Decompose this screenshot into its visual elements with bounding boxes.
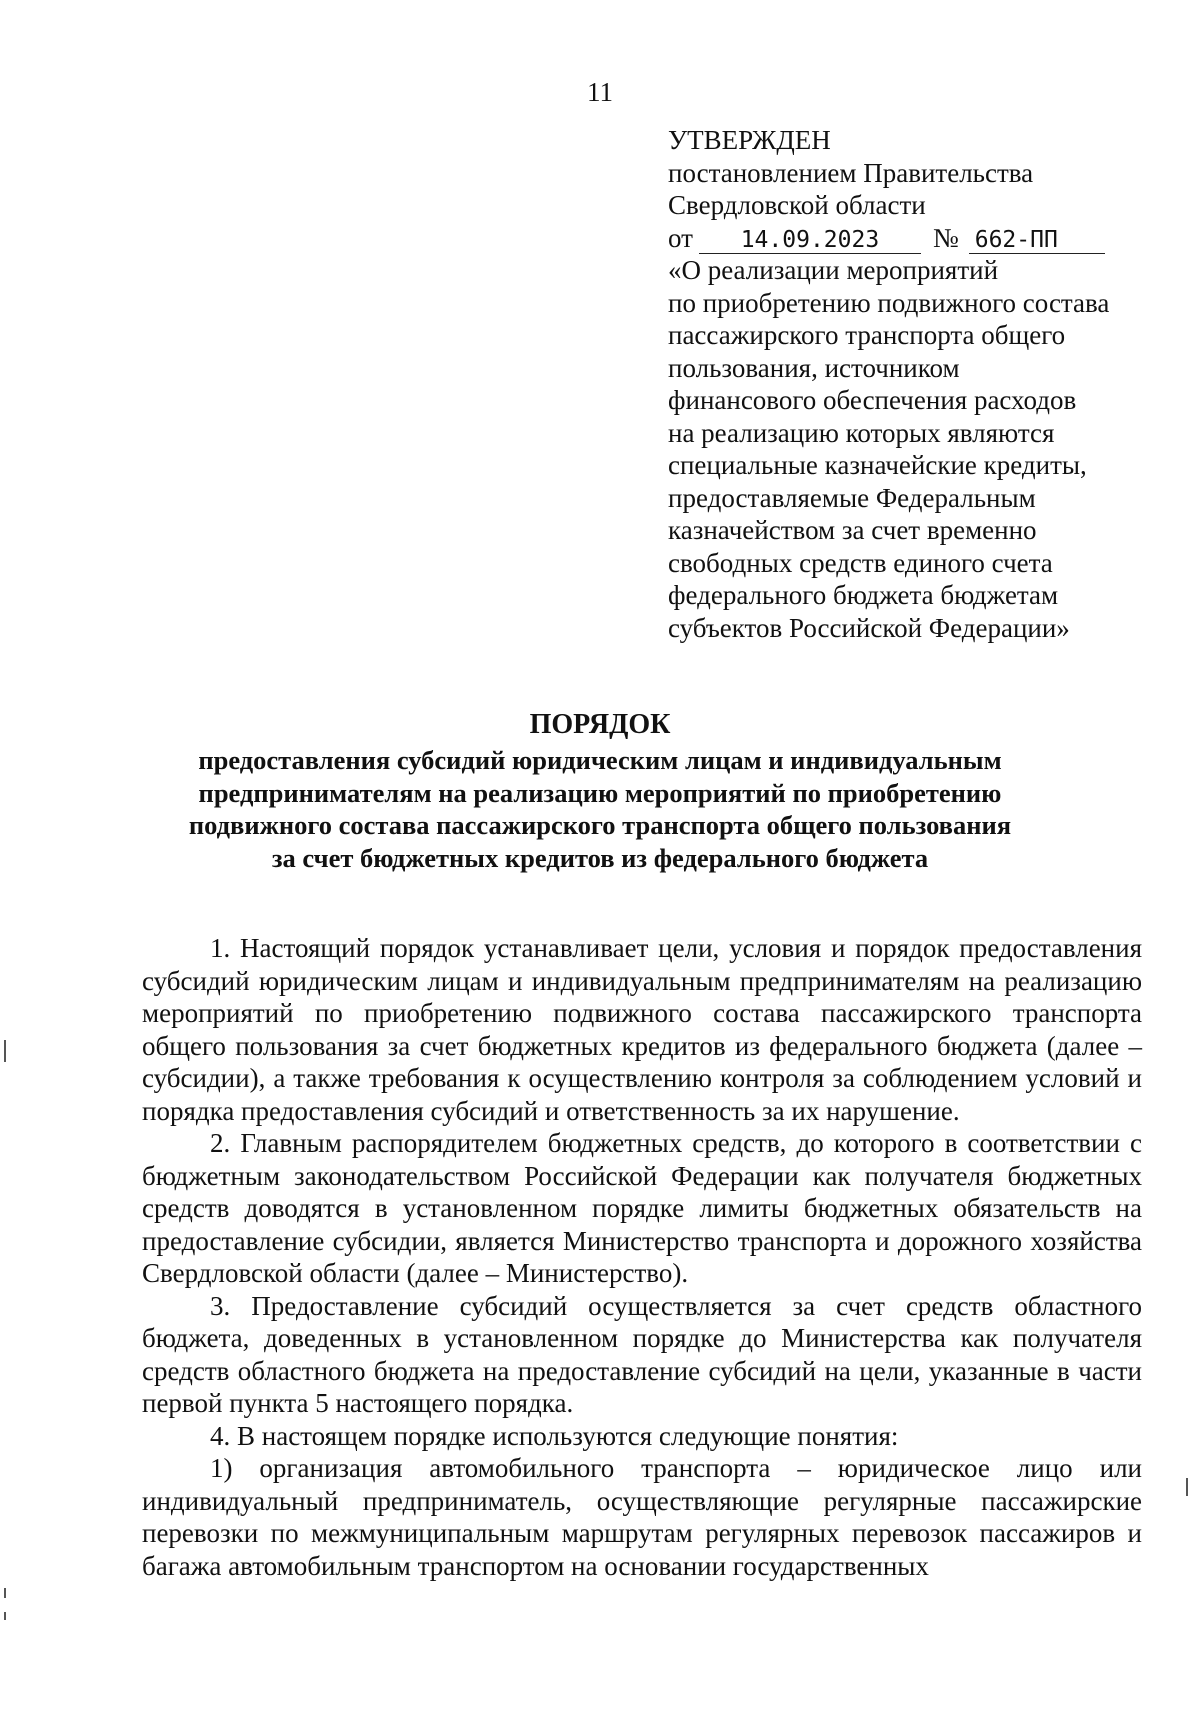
- resolution-title-line: пользования, источником: [668, 352, 960, 383]
- resolution-title-line: свободных средств единого счета: [668, 547, 1053, 578]
- approval-stamp: [668, 124, 1168, 644]
- title-sub-line: предпринимателям на реализацию мероприятий по приобретению: [198, 777, 1002, 808]
- resolution-title-line: финансового обеспечения расходов: [668, 385, 1077, 415]
- approval-line: постановлением Правительства: [668, 157, 1034, 188]
- approval-date-number-line: [668, 222, 1168, 255]
- paragraph-4-1: 1) организация автомобильного транспорта – юридическое лицо или индивидуальный предприниматель, осуществляющие регулярные пассажирские перевозки по межмуниципальным маршрутам регулярных перевозок пассажиров и багажа автомобильным транспортом на основании государственных: [142, 1453, 1142, 1581]
- resolution-title-line: предоставляемые Федеральным: [668, 482, 1036, 513]
- approval-heading: УТВЕРЖДЕН: [668, 125, 831, 155]
- number-sign: №: [932, 222, 959, 253]
- scan-artifact: [4, 1040, 6, 1062]
- paragraph-4: 4. В настоящем порядке используются следующие понятия:: [210, 1420, 899, 1451]
- resolution-title-line: субъектов Российской Федерации»: [668, 612, 1070, 643]
- page-number: 11: [587, 77, 613, 107]
- resolution-title-line: казначейством за счет временно: [668, 515, 1037, 545]
- scan-artifact: [4, 1588, 6, 1598]
- title-main: ПОРЯДОК: [529, 709, 671, 740]
- paragraph-1: 1. Настоящий порядок устанавливает цели, условия и порядок предоставления субсидий юридическим лицам и индивидуальным предпринимателям на реализацию мероприятий по приобретению подвижного состава пассажирского транспорта общего пользования за счет бюджетных кредитов из федерального бюджета (далее – субсидии), а также требования к осуществлению контроля за соблюдением условий и порядка предоставления субсидий и ответственность за их нарушение.: [142, 933, 1142, 1126]
- resolution-title-line: пассажирского транспорта общего: [668, 320, 1066, 350]
- document-title: [140, 708, 1060, 874]
- title-sub-line: за счет бюджетных кредитов из федерального бюджета: [271, 842, 929, 873]
- resolution-title-line: федерального бюджета бюджетам: [668, 580, 1059, 610]
- resolution-title-line: специальные казначейские кредиты,: [668, 450, 1087, 480]
- approval-line: Свердловской области: [668, 190, 926, 220]
- scan-artifact: [1186, 1478, 1188, 1496]
- resolution-title-line: на реализацию которых являются: [668, 417, 1055, 448]
- date-field: 14.09.2023: [699, 227, 921, 254]
- resolution-title-line: по приобретению подвижного состава: [668, 287, 1110, 318]
- number-field: 662-ПП: [969, 227, 1105, 254]
- resolution-title-line: «О реализации мероприятий: [668, 255, 999, 285]
- scan-artifact: [4, 1612, 6, 1620]
- paragraph-3: 3. Предоставление субсидий осуществляется за счет средств областного бюджета, доведенных в установленном порядке до Министерства как получателя средств областного бюджета на предоставление субсидий на цели, указанные в части первой пункта 5 настоящего порядка.: [142, 1290, 1142, 1418]
- title-sub-line: подвижного состава пассажирского транспорта общего пользования: [188, 810, 1012, 840]
- date-prefix: от: [668, 222, 693, 253]
- paragraph-2: 2. Главным распорядителем бюджетных средств, до которого в соответствии с бюджетным законодательством Российской Федерации как получателя бюджетных средств доводятся в установленном порядке лимиты бюджетных обязательств на предоставление субсидии, является Министерство транспорта и дорожного хозяйства Свердловской области (далее – Министерство).: [142, 1128, 1142, 1288]
- document-body: [142, 932, 1142, 1582]
- title-sub-line: предоставления субсидий юридическим лицам и индивидуальным: [198, 745, 1002, 775]
